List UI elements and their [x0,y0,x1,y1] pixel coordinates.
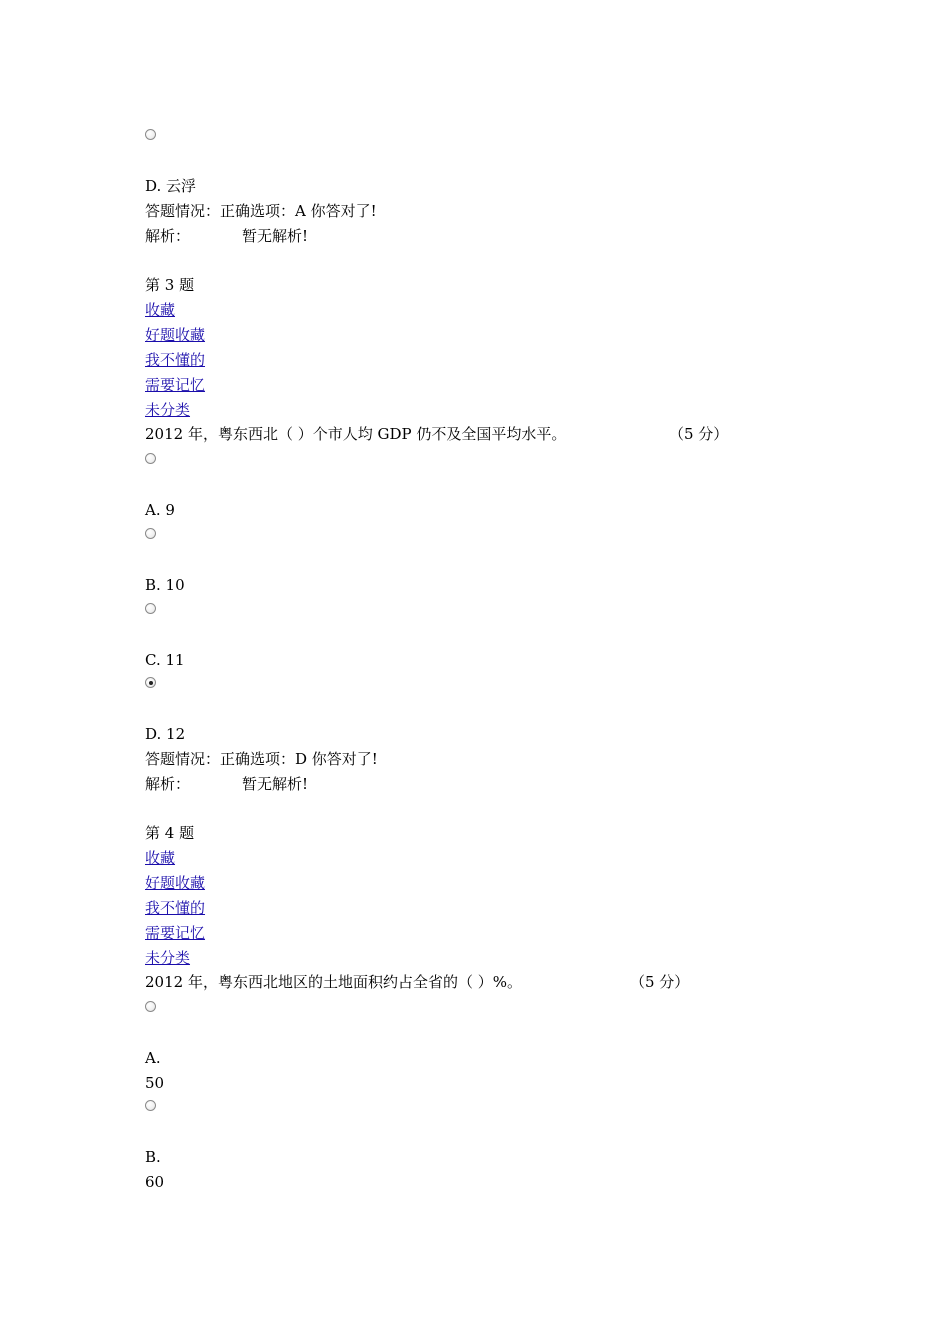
option-d-text: D. 12 [145,725,186,743]
need-memorize-link[interactable]: 需要记忆 [145,376,206,394]
answer-status [145,201,377,221]
collect-link[interactable]: 收藏 [145,301,176,319]
analysis-label: 解析： [145,775,191,793]
dont-understand-link[interactable]: 我不懂的 [145,351,206,369]
uncategorized-link[interactable]: 未分类 [145,401,191,419]
good-question-link[interactable]: 好题收藏 [145,326,206,344]
option-c-radio[interactable] [145,603,156,614]
analysis [145,774,308,794]
option-d-radio[interactable] [145,129,156,140]
question-stem: 2012 年，粤东西北（ ）个市人均 GDP 仍不及全国平均水平。 [145,425,567,443]
option-b-radio[interactable] [145,528,156,539]
analysis-label: 解析： [145,227,191,245]
analysis-value: 暂无解析! [242,227,309,245]
option-c-text: C. 11 [145,651,185,669]
analysis [145,226,308,246]
question-heading: 第 4 题 [145,824,195,842]
analysis-value: 暂无解析! [242,775,309,793]
question-heading: 第 3 题 [145,276,195,294]
option-b-radio[interactable] [145,1100,156,1111]
option-a-radio[interactable] [145,453,156,464]
good-question-link[interactable]: 好题收藏 [145,874,206,892]
option-d-radio-selected[interactable] [145,677,156,688]
option-d-text: D. 云浮 [145,177,197,195]
option-b-letter: B. [145,1148,161,1166]
question-score: （5 分） [669,425,729,443]
need-memorize-link[interactable]: 需要记忆 [145,924,206,942]
collect-link[interactable]: 收藏 [145,849,176,867]
option-a-letter: A. [145,1049,161,1067]
answer-status-value: 正确选项：A 你答对了! [220,202,377,220]
answer-status-value: 正确选项：D 你答对了! [220,750,378,768]
answer-status-label: 答题情况： [145,202,221,220]
dont-understand-link[interactable]: 我不懂的 [145,899,206,917]
option-b-value: 60 [145,1173,165,1191]
answer-status [145,749,378,769]
answer-status-label: 答题情况： [145,750,221,768]
option-b-text: B. 10 [145,576,185,594]
question-stem: 2012 年，粤东西北地区的土地面积约占全省的（ ）%。 [145,973,522,991]
option-a-radio[interactable] [145,1001,156,1012]
question-score: （5 分） [630,973,690,991]
option-a-text: A. 9 [145,501,175,519]
uncategorized-link[interactable]: 未分类 [145,949,191,967]
option-a-value: 50 [145,1074,165,1092]
